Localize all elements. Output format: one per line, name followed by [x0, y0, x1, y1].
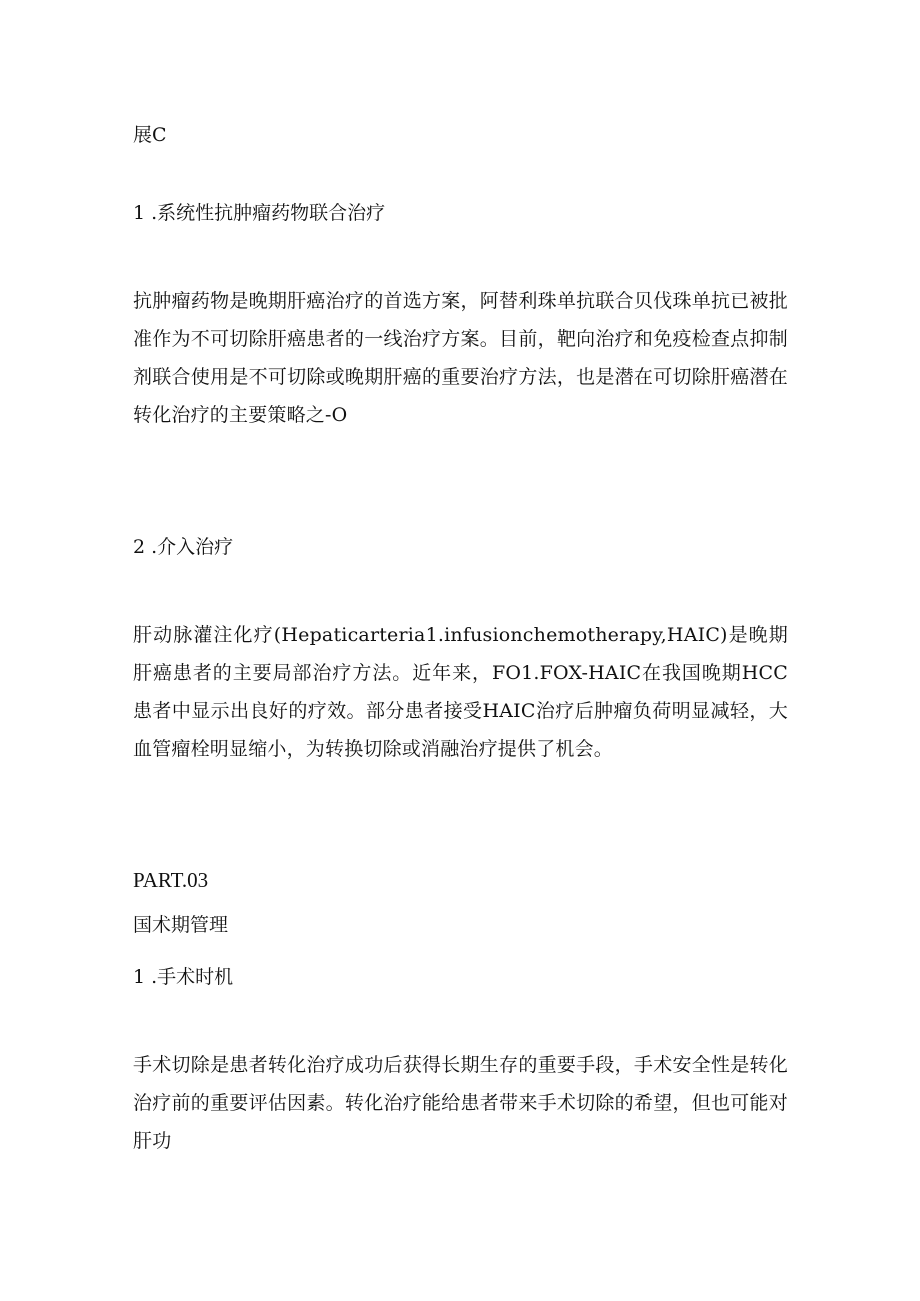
- fragment-text: 展C: [133, 124, 167, 146]
- section-heading-interventional-therapy: 2 .介入治疗: [133, 536, 234, 558]
- part-label: PART.03: [133, 868, 209, 892]
- paragraph-surgery-timing: 手术切除是患者转化治疗成功后获得长期生存的重要手段，手术安全性是转化治疗前的重要评估因素。转化治疗能给患者带来手术切除的希望，但也可能对肝功: [133, 1054, 788, 1152]
- paragraph-systemic-therapy: 抗肿瘤药物是晚期肝癌治疗的首选方案，阿替利珠单抗联合贝伐珠单抗已被批准作为不可切除肝癌患者的一线治疗方案。目前，靶向治疗和免疫检查点抑制剂联合使用是不可切除或晚期肝癌的重要治疗方法，也是潜在可切除肝癌潜在转化治疗的主要策略之-O: [133, 290, 788, 426]
- paragraph-interventional-therapy: 肝动脉灌注化疗(Hepaticarteria1.infusionchemotherapy,HAIC)是晚期肝癌患者的主要局部治疗方法。近年来，FO1.FOX-HAIC在我国晚期HCC患者中显示出良好的疗效。部分患者接受HAIC治疗后肿瘤负荷明显减轻，大血管瘤栓明显缩小，为转换切除或消融治疗提供了机会。: [133, 624, 788, 760]
- section-heading-systemic-therapy: 1 .系统性抗肿瘤药物联合治疗: [133, 202, 386, 224]
- section-heading-surgery-timing: 1 .手术时机: [133, 966, 234, 988]
- part-title: 国术期管理: [133, 914, 229, 936]
